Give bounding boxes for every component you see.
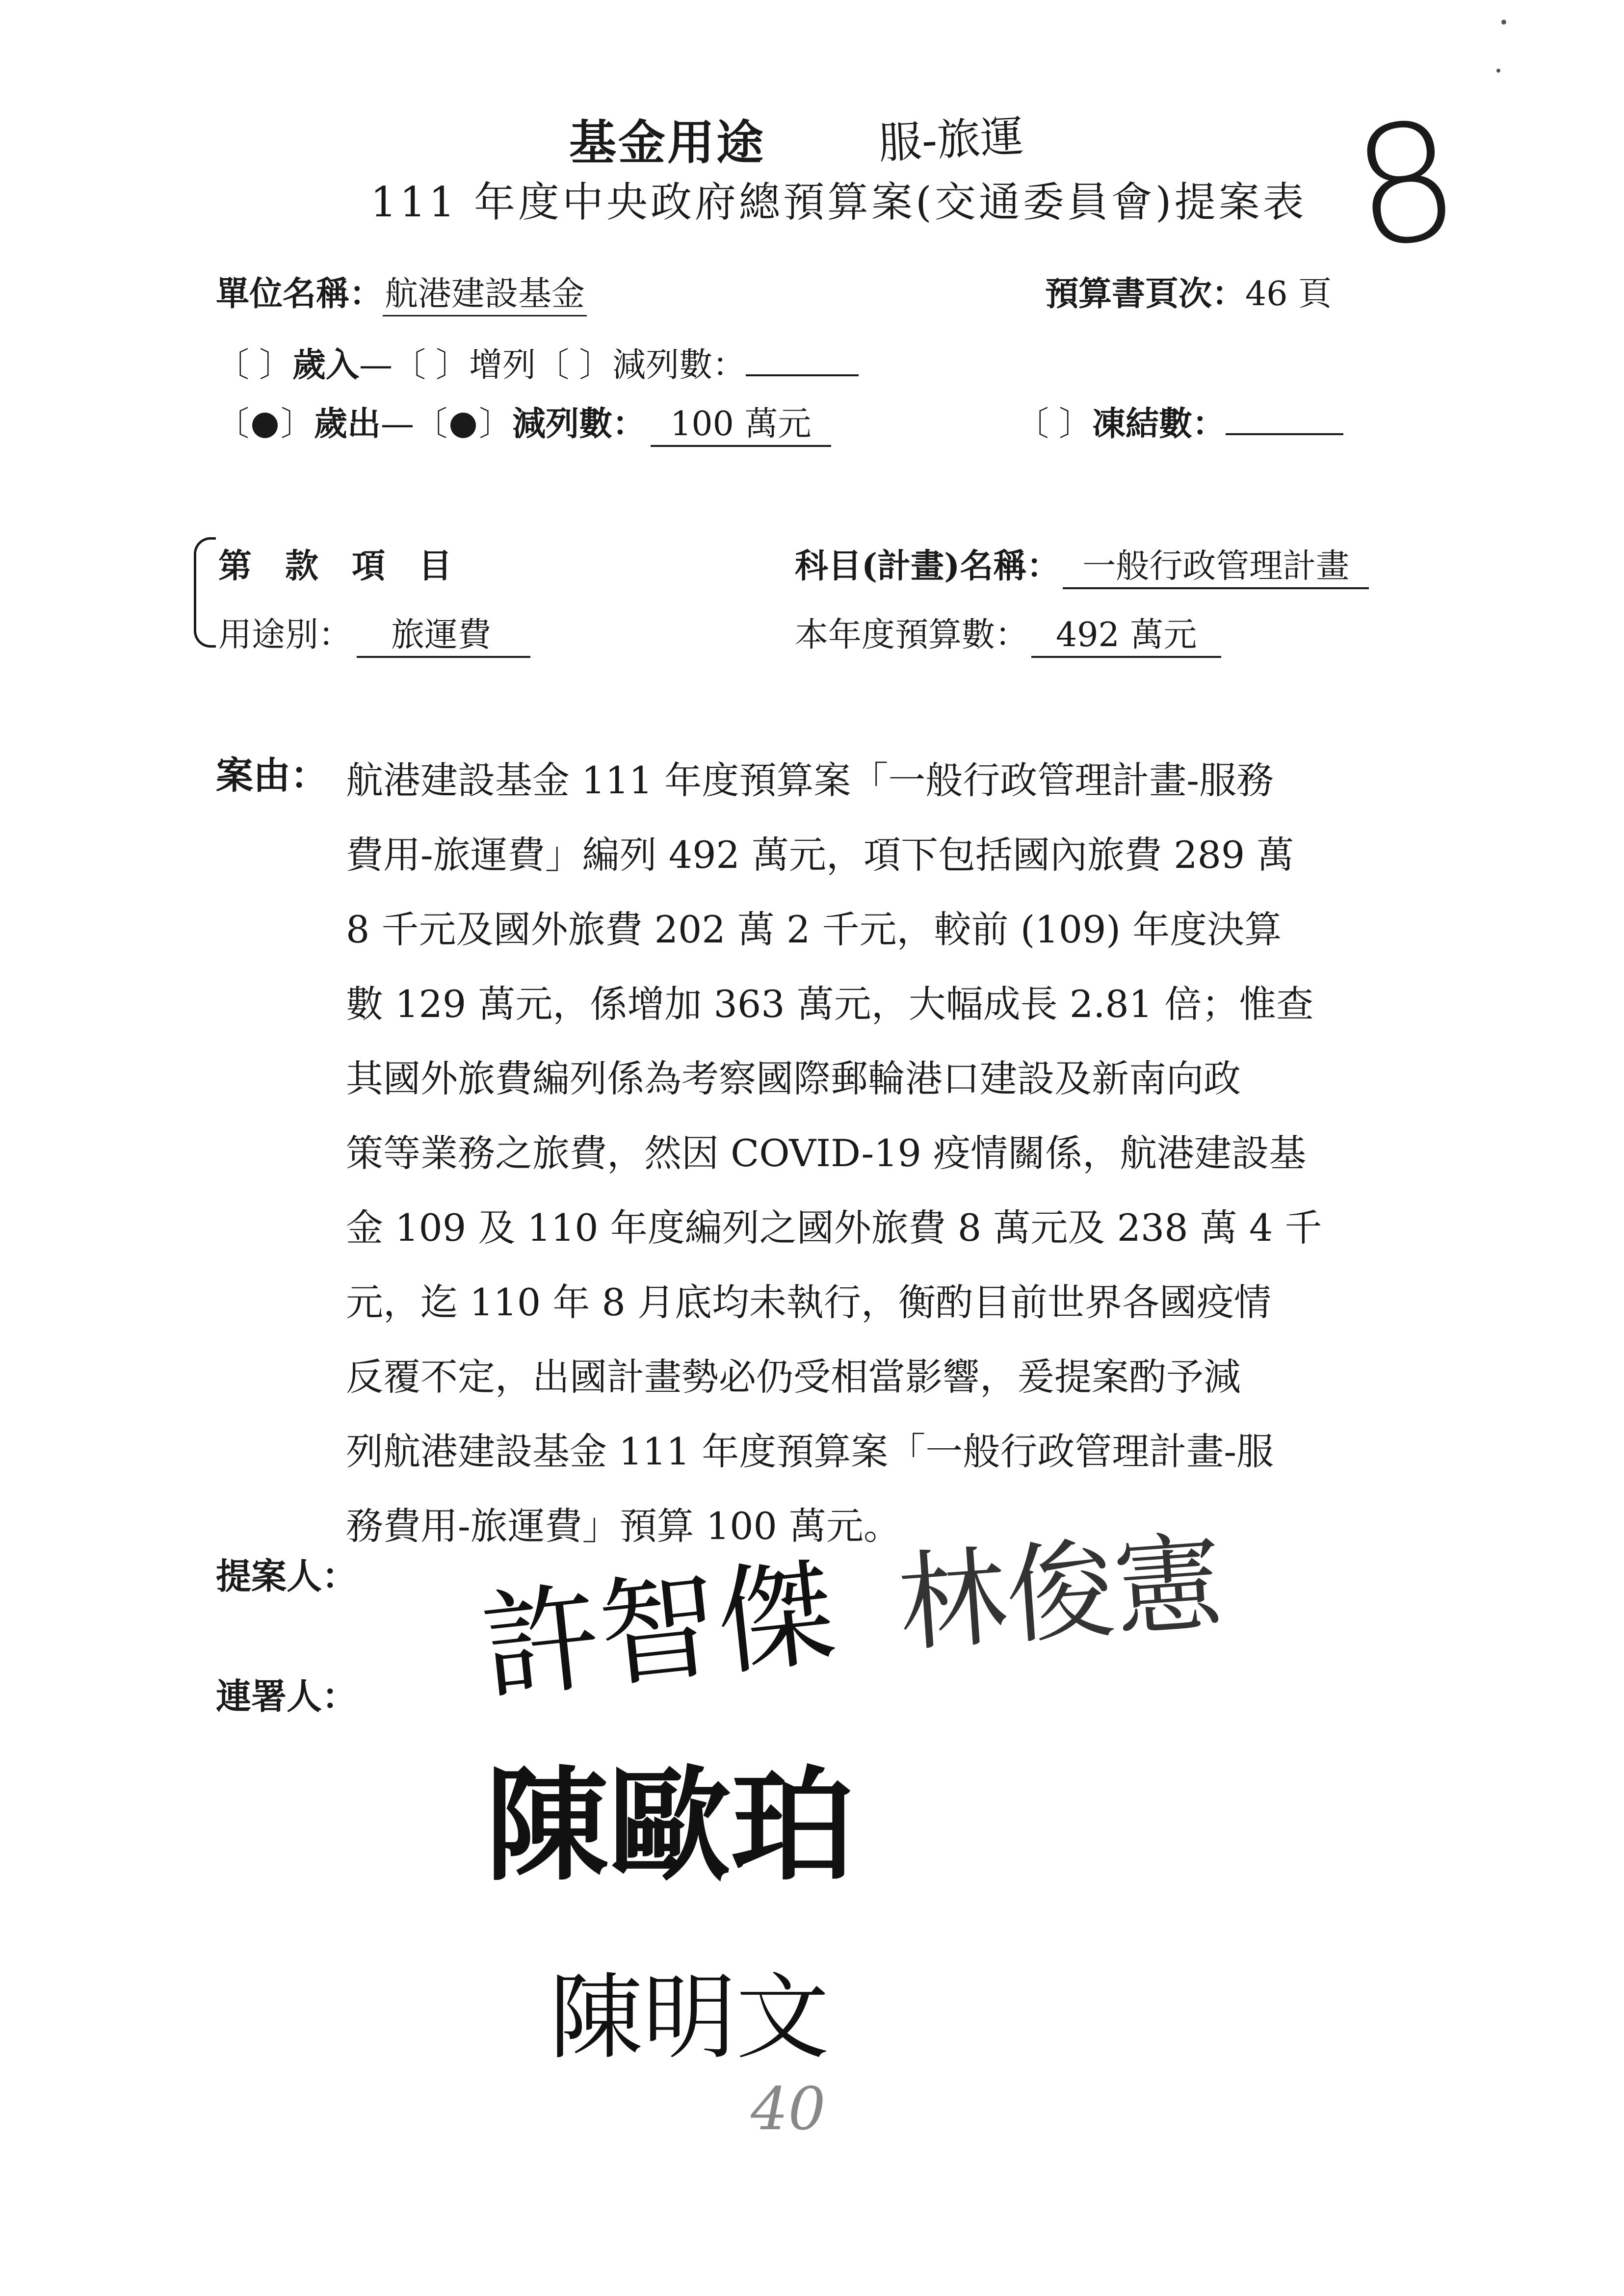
reason-line: 8 千元及國外旅費 202 萬 2 千元，較前 (109) 年度決算 xyxy=(346,908,1282,951)
revenue-checkbox: 〔 〕 xyxy=(216,346,293,385)
scan-speck xyxy=(1501,20,1506,25)
reason-line: 策等業務之旅費，然因 COVID-19 疫情關係，航港建設基 xyxy=(346,1131,1307,1175)
usage-label: 用途別： xyxy=(218,616,352,654)
subject-value: 一般行政管理計畫 xyxy=(1063,540,1369,589)
reason-line: 費用-旅運費」編列 492 萬元，項下包括國內旅費 289 萬 xyxy=(346,833,1294,877)
revenue-label: 歲入 xyxy=(292,345,360,385)
reason-line: 航港建設基金 111 年度預算案「一般行政管理計畫-服務 xyxy=(346,758,1274,802)
freeze-row xyxy=(1016,397,1343,445)
usage-row xyxy=(218,608,530,658)
unit-value: 航港建設基金 xyxy=(383,267,587,316)
reason-line: 其國外旅費編列係為考察國際郵輪港口建設及新南向政 xyxy=(346,1057,1241,1100)
reason-line: 務費用-旅運費」預算 100 萬元。 xyxy=(346,1504,901,1548)
cosigner-signature-3: 陳明文 xyxy=(550,1963,830,2072)
budget-page-label: 預算書頁次： xyxy=(1045,274,1246,313)
increase-label: 增列 xyxy=(469,346,536,385)
reason-text xyxy=(346,743,1440,1564)
unit-label: 單位名稱： xyxy=(216,274,383,313)
revenue-decrease-blank xyxy=(746,374,859,376)
reason-line: 元，迄 110 年 8 月底均未執行，衡酌目前世界各國疫情 xyxy=(346,1280,1272,1324)
increase-checkbox: 〔 〕 xyxy=(393,346,470,385)
subject-label: 科目(計畫)名稱： xyxy=(795,547,1060,586)
cosigner-signature-1: 林俊憲 xyxy=(894,1519,1227,1667)
expense-decrease-checkbox-checked: 〔 〕 xyxy=(414,405,513,444)
reason-line: 金 109 及 110 年度編列之國外旅費 8 萬元及 238 萬 4 千 xyxy=(346,1206,1322,1250)
revenue-decrease-label: 減列數： xyxy=(612,346,746,385)
reason-line: 列航港建設基金 111 年度預算案「一般行政管理計畫-服 xyxy=(346,1430,1274,1473)
filled-circle-icon xyxy=(450,413,476,438)
cosigner-label: 連署人： xyxy=(216,1675,358,1717)
expense-decrease-label: 減列數： xyxy=(512,404,646,444)
handwritten-category-note: 服-旅運 xyxy=(877,110,1025,169)
expense-row xyxy=(216,397,831,447)
revenue-row xyxy=(216,339,859,386)
freeze-blank xyxy=(1226,433,1343,435)
unit-row xyxy=(216,267,587,316)
current-budget-value: 492 萬元 xyxy=(1031,608,1221,658)
reason-line: 數 129 萬元，係增加 363 萬元，大幅成長 2.81 倍；惟查 xyxy=(346,982,1314,1026)
proposer-signature: 許智傑 xyxy=(475,1543,841,1717)
reason-label: 案由： xyxy=(216,754,328,797)
filled-circle-icon xyxy=(252,413,278,438)
expense-checkbox-checked: 〔 〕 xyxy=(216,405,314,444)
subject-row xyxy=(795,540,1369,589)
expense-dash: — xyxy=(381,405,415,444)
budget-page-value: 46 頁 xyxy=(1245,275,1332,313)
fund-purpose-heading: 基金用途 xyxy=(569,115,765,170)
freeze-label: 凍結數： xyxy=(1092,404,1226,444)
usage-value: 旅運費 xyxy=(357,608,530,658)
expense-label: 歲出 xyxy=(314,404,381,444)
handwritten-number-note: 40 xyxy=(751,2075,826,2143)
revenue-dash: — xyxy=(359,346,393,385)
item-frame-bracket xyxy=(194,537,216,648)
current-budget-label: 本年度預算數： xyxy=(795,616,1029,654)
cosigner-signature-2: 陳歐珀 xyxy=(486,1754,854,1897)
form-title: 111 年度中央政府總預算案(交通委員會)提案表 xyxy=(370,178,1307,226)
budget-page-row xyxy=(1045,267,1332,315)
reason-line: 反覆不定，出國計畫勢必仍受相當影響，爰提案酌予減 xyxy=(346,1355,1241,1399)
scan-speck xyxy=(1496,69,1500,73)
handwritten-page-mark: 8 xyxy=(1341,84,1470,286)
proposer-label: 提案人： xyxy=(216,1555,358,1597)
freeze-checkbox: 〔 〕 xyxy=(1016,405,1093,444)
section-label: 第 款 項 目 xyxy=(218,547,452,586)
decrease-checkbox: 〔 〕 xyxy=(536,346,613,385)
current-budget-row xyxy=(795,608,1221,658)
expense-decrease-value: 100 萬元 xyxy=(651,397,831,447)
